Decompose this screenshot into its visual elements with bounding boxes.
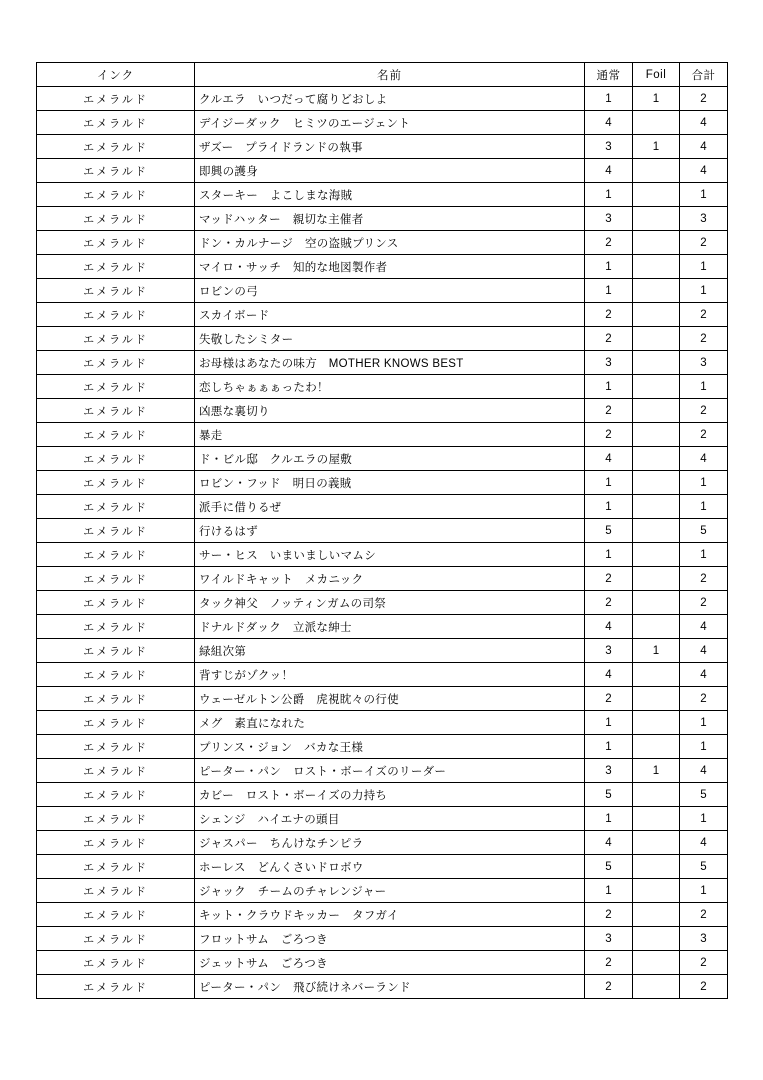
table-row [37, 567, 728, 591]
cell-total: 4 [680, 759, 728, 783]
cell-normal: 1 [585, 495, 633, 519]
cell-foil [633, 591, 680, 615]
cell-ink: エメラルド [37, 687, 195, 711]
table-row [37, 687, 728, 711]
cell-total: 4 [680, 159, 728, 183]
table-header [37, 63, 728, 87]
cell-normal: 2 [585, 303, 633, 327]
cell-name: ドナルドダック 立派な紳士 [195, 615, 585, 639]
cell-ink: エメラルド [37, 135, 195, 159]
cell-ink: エメラルド [37, 927, 195, 951]
cell-ink: エメラルド [37, 87, 195, 111]
cell-name: ホーレス どんくさいドロボウ [195, 855, 585, 879]
cell-name: メグ 素直になれた [195, 711, 585, 735]
cell-name: カビー ロスト・ボーイズの力持ち [195, 783, 585, 807]
cell-normal: 1 [585, 375, 633, 399]
cell-ink: エメラルド [37, 351, 195, 375]
cell-ink: エメラルド [37, 735, 195, 759]
cell-normal: 4 [585, 831, 633, 855]
cell-total: 4 [680, 639, 728, 663]
cell-ink: エメラルド [37, 327, 195, 351]
table-row [37, 879, 728, 903]
table-row [37, 831, 728, 855]
cell-normal: 3 [585, 759, 633, 783]
cell-total: 2 [680, 231, 728, 255]
cell-ink: エメラルド [37, 447, 195, 471]
cell-foil [633, 327, 680, 351]
cell-name: スカイボード [195, 303, 585, 327]
cell-normal: 2 [585, 903, 633, 927]
cell-total: 4 [680, 831, 728, 855]
cell-name: ドン・カルナージ 空の盗賊プリンス [195, 231, 585, 255]
cell-name: プリンス・ジョン バカな王様 [195, 735, 585, 759]
cell-name: スターキー よこしまな海賊 [195, 183, 585, 207]
cell-total: 5 [680, 519, 728, 543]
table-row [37, 615, 728, 639]
cell-total: 4 [680, 135, 728, 159]
cell-normal: 3 [585, 207, 633, 231]
table-row [37, 399, 728, 423]
cell-normal: 1 [585, 87, 633, 111]
cell-foil [633, 183, 680, 207]
table-row [37, 159, 728, 183]
cell-normal: 1 [585, 255, 633, 279]
cell-foil [633, 471, 680, 495]
cell-total: 1 [680, 375, 728, 399]
cell-total: 1 [680, 807, 728, 831]
cell-ink: エメラルド [37, 975, 195, 999]
cell-name: ジェットサム ごろつき [195, 951, 585, 975]
cell-name: 失敬したシミター [195, 327, 585, 351]
table-row [37, 591, 728, 615]
cell-ink: エメラルド [37, 471, 195, 495]
cell-normal: 2 [585, 687, 633, 711]
cell-ink: エメラルド [37, 183, 195, 207]
table-row [37, 279, 728, 303]
cell-foil [633, 351, 680, 375]
cell-foil [633, 399, 680, 423]
table-row [37, 375, 728, 399]
cell-normal: 2 [585, 399, 633, 423]
cell-ink: エメラルド [37, 663, 195, 687]
cell-normal: 2 [585, 231, 633, 255]
cell-name: 恋しちゃぁぁぁったわ！ [195, 375, 585, 399]
cell-ink: エメラルド [37, 231, 195, 255]
cell-total: 1 [680, 183, 728, 207]
cell-normal: 2 [585, 951, 633, 975]
cell-normal: 2 [585, 423, 633, 447]
cell-normal: 4 [585, 447, 633, 471]
cell-total: 5 [680, 855, 728, 879]
cell-total: 1 [680, 543, 728, 567]
table-row [37, 423, 728, 447]
table-row [37, 807, 728, 831]
table-row [37, 183, 728, 207]
cell-normal: 2 [585, 975, 633, 999]
cell-normal: 1 [585, 735, 633, 759]
cell-ink: エメラルド [37, 495, 195, 519]
cell-name: ジャスパー ちんけなチンピラ [195, 831, 585, 855]
table-row [37, 951, 728, 975]
cell-ink: エメラルド [37, 519, 195, 543]
cell-ink: エメラルド [37, 375, 195, 399]
cell-normal: 5 [585, 519, 633, 543]
cell-total: 2 [680, 327, 728, 351]
cell-normal: 5 [585, 783, 633, 807]
cell-normal: 2 [585, 327, 633, 351]
cell-foil [633, 807, 680, 831]
cell-name: クルエラ いつだって腐りどおしよ [195, 87, 585, 111]
cell-foil: 1 [633, 759, 680, 783]
cell-total: 2 [680, 903, 728, 927]
cell-ink: エメラルド [37, 255, 195, 279]
table-row [37, 711, 728, 735]
cell-name: 暴走 [195, 423, 585, 447]
cell-foil: 1 [633, 87, 680, 111]
cell-foil [633, 495, 680, 519]
cell-total: 2 [680, 87, 728, 111]
cell-name: 行けるはず [195, 519, 585, 543]
column-header-name: 名前 [195, 63, 585, 87]
cell-total: 3 [680, 351, 728, 375]
cell-total: 2 [680, 303, 728, 327]
table-row [37, 975, 728, 999]
table-row [37, 543, 728, 567]
cell-foil [633, 423, 680, 447]
cell-normal: 3 [585, 135, 633, 159]
cell-total: 1 [680, 735, 728, 759]
cell-foil [633, 159, 680, 183]
cell-foil [633, 975, 680, 999]
cell-normal: 4 [585, 111, 633, 135]
cell-normal: 2 [585, 567, 633, 591]
cell-foil [633, 303, 680, 327]
table-row [37, 759, 728, 783]
cell-ink: エメラルド [37, 951, 195, 975]
cell-foil [633, 231, 680, 255]
cell-name: ロビンの弓 [195, 279, 585, 303]
cell-name: ピーター・パン ロスト・ボーイズのリーダー [195, 759, 585, 783]
cell-total: 3 [680, 927, 728, 951]
cell-ink: エメラルド [37, 159, 195, 183]
cell-normal: 4 [585, 663, 633, 687]
cell-foil [633, 855, 680, 879]
cell-foil [633, 831, 680, 855]
table-row [37, 903, 728, 927]
table-row [37, 471, 728, 495]
cell-total: 3 [680, 207, 728, 231]
table-row [37, 231, 728, 255]
cell-total: 4 [680, 615, 728, 639]
cell-foil [633, 879, 680, 903]
cell-ink: エメラルド [37, 591, 195, 615]
cell-normal: 1 [585, 711, 633, 735]
cell-name: フロットサム ごろつき [195, 927, 585, 951]
table-body [37, 87, 728, 999]
cell-normal: 1 [585, 807, 633, 831]
cell-total: 4 [680, 663, 728, 687]
table-row [37, 663, 728, 687]
column-header-ink: インク [37, 63, 195, 87]
column-header-total: 合計 [680, 63, 728, 87]
column-header-foil: Foil [633, 63, 680, 87]
cell-ink: エメラルド [37, 303, 195, 327]
cell-ink: エメラルド [37, 615, 195, 639]
table-row [37, 207, 728, 231]
table-row [37, 87, 728, 111]
cell-total: 2 [680, 687, 728, 711]
cell-name: ジャック チームのチャレンジャー [195, 879, 585, 903]
table-row [37, 111, 728, 135]
cell-normal: 1 [585, 183, 633, 207]
table-row [37, 327, 728, 351]
cell-total: 2 [680, 975, 728, 999]
cell-ink: エメラルド [37, 543, 195, 567]
cell-ink: エメラルド [37, 903, 195, 927]
table-row [37, 495, 728, 519]
cell-foil [633, 951, 680, 975]
cell-name: ワイルドキャット メカニック [195, 567, 585, 591]
cell-name: ド・ビル邸 クルエラの屋敷 [195, 447, 585, 471]
cell-foil [633, 519, 680, 543]
column-header-normal: 通常 [585, 63, 633, 87]
cell-total: 4 [680, 447, 728, 471]
cell-normal: 5 [585, 855, 633, 879]
cell-normal: 1 [585, 471, 633, 495]
cell-name: 緑組次第 [195, 639, 585, 663]
cell-total: 1 [680, 279, 728, 303]
cell-name: サー・ヒス いまいましいマムシ [195, 543, 585, 567]
cell-total: 1 [680, 255, 728, 279]
cell-foil [633, 711, 680, 735]
cell-ink: エメラルド [37, 279, 195, 303]
cell-ink: エメラルド [37, 111, 195, 135]
cell-foil [633, 279, 680, 303]
cell-foil: 1 [633, 135, 680, 159]
cell-name: ピーター・パン 飛び続けネバーランド [195, 975, 585, 999]
table-row [37, 519, 728, 543]
table-row [37, 255, 728, 279]
cell-foil [633, 543, 680, 567]
cell-name: ロビン・フッド 明日の義賊 [195, 471, 585, 495]
cell-total: 2 [680, 951, 728, 975]
cell-foil [633, 735, 680, 759]
cell-name: お母様はあなたの味方 MOTHER KNOWS BEST [195, 351, 585, 375]
cell-name: マッドハッター 親切な主催者 [195, 207, 585, 231]
cell-normal: 4 [585, 615, 633, 639]
table-row [37, 855, 728, 879]
cell-total: 2 [680, 567, 728, 591]
cell-normal: 1 [585, 879, 633, 903]
table-row [37, 135, 728, 159]
cell-ink: エメラルド [37, 399, 195, 423]
cell-name: 派手に借りるぜ [195, 495, 585, 519]
cell-foil [633, 255, 680, 279]
cell-name: ウェーゼルトン公爵 虎視眈々の行使 [195, 687, 585, 711]
cell-foil [633, 375, 680, 399]
table-row [37, 447, 728, 471]
cell-normal: 1 [585, 543, 633, 567]
cell-name: デイジーダック ヒミツのエージェント [195, 111, 585, 135]
cell-foil [633, 207, 680, 231]
cell-total: 1 [680, 711, 728, 735]
cell-ink: エメラルド [37, 567, 195, 591]
cell-foil: 1 [633, 639, 680, 663]
cell-ink: エメラルド [37, 831, 195, 855]
cell-name: タック神父 ノッティンガムの司祭 [195, 591, 585, 615]
cell-normal: 2 [585, 591, 633, 615]
table-row [37, 351, 728, 375]
cell-name: 即興の護身 [195, 159, 585, 183]
cell-ink: エメラルド [37, 855, 195, 879]
table-row [37, 303, 728, 327]
cell-ink: エメラルド [37, 207, 195, 231]
cell-total: 1 [680, 879, 728, 903]
cell-name: シェンジ ハイエナの頭目 [195, 807, 585, 831]
table-row [37, 783, 728, 807]
cell-name: マイロ・サッチ 知的な地図製作者 [195, 255, 585, 279]
cell-total: 2 [680, 423, 728, 447]
cell-name: 凶悪な裏切り [195, 399, 585, 423]
cell-ink: エメラルド [37, 879, 195, 903]
table-row [37, 927, 728, 951]
cell-name: ザズー プライドランドの執事 [195, 135, 585, 159]
cell-ink: エメラルド [37, 639, 195, 663]
cell-normal: 3 [585, 927, 633, 951]
table-header-row [37, 63, 728, 87]
cell-foil [633, 783, 680, 807]
cell-foil [633, 567, 680, 591]
cell-ink: エメラルド [37, 783, 195, 807]
cell-total: 2 [680, 399, 728, 423]
cell-total: 4 [680, 111, 728, 135]
cell-ink: エメラルド [37, 807, 195, 831]
cell-ink: エメラルド [37, 759, 195, 783]
cell-foil [633, 663, 680, 687]
cell-ink: エメラルド [37, 423, 195, 447]
cell-foil [633, 687, 680, 711]
cell-foil [633, 927, 680, 951]
cell-total: 1 [680, 495, 728, 519]
cell-total: 5 [680, 783, 728, 807]
cell-total: 2 [680, 591, 728, 615]
cell-normal: 3 [585, 639, 633, 663]
card-inventory-table [36, 62, 728, 999]
cell-name: キット・クラウドキッカー タフガイ [195, 903, 585, 927]
cell-name: 背すじがゾクッ！ [195, 663, 585, 687]
cell-foil [633, 903, 680, 927]
cell-foil [633, 615, 680, 639]
cell-normal: 3 [585, 351, 633, 375]
table-row [37, 735, 728, 759]
cell-foil [633, 447, 680, 471]
cell-foil [633, 111, 680, 135]
cell-normal: 4 [585, 159, 633, 183]
cell-ink: エメラルド [37, 711, 195, 735]
cell-total: 1 [680, 471, 728, 495]
cell-normal: 1 [585, 279, 633, 303]
table-row [37, 639, 728, 663]
